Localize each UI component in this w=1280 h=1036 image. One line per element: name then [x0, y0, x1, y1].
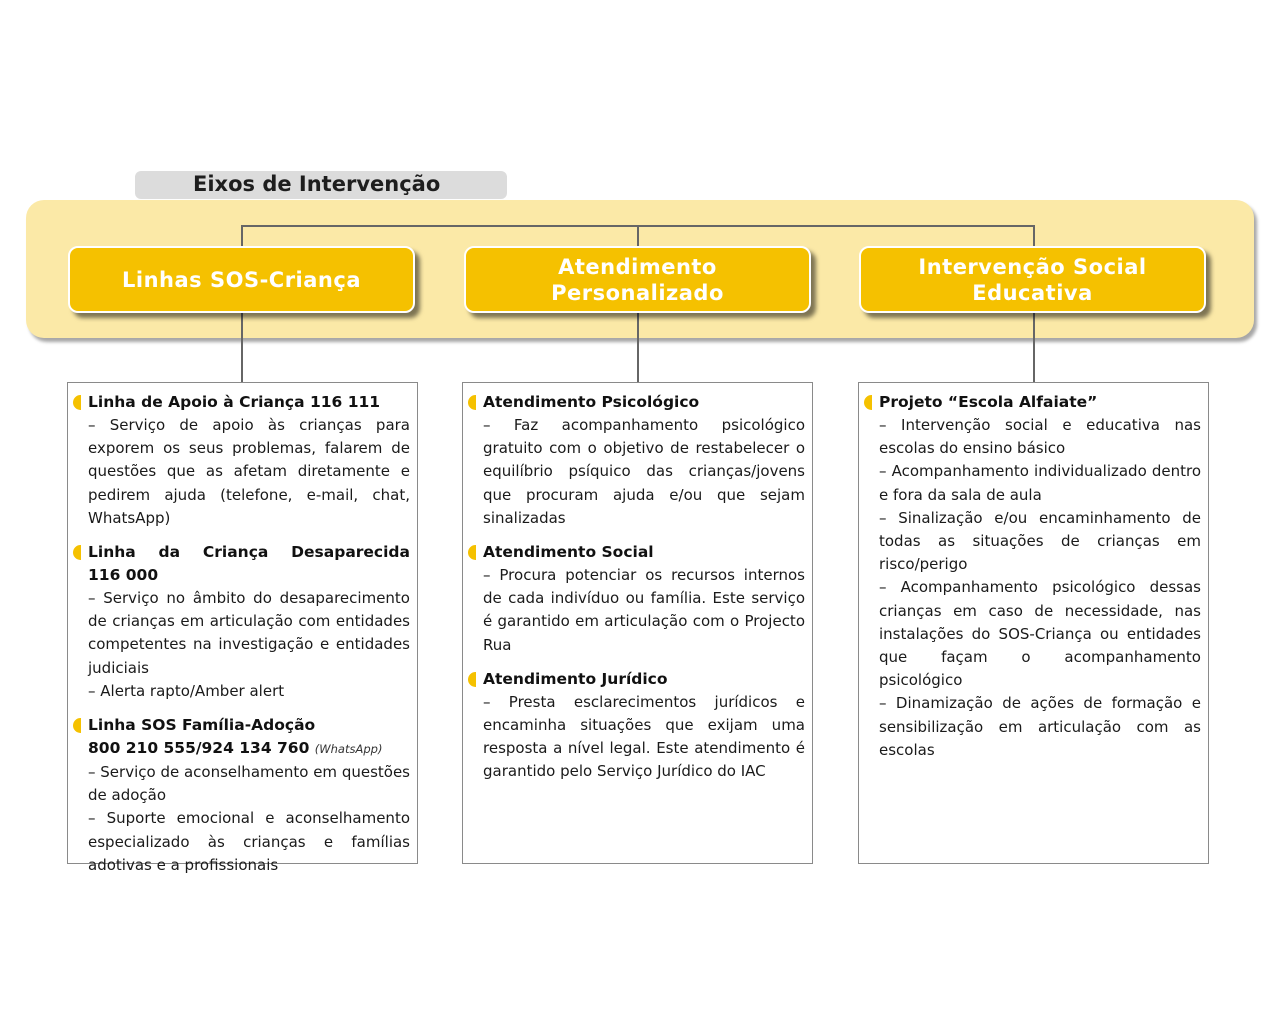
- bullet-icon: [73, 395, 81, 410]
- section-title-number: 800 210 555/924 134 760 (WhatsApp): [88, 739, 383, 758]
- category-atendimento-personalizado: [464, 246, 811, 313]
- diagram-title-pill: [135, 171, 507, 199]
- section-title: Linha SOS Família-Adoção: [88, 714, 410, 737]
- section-item: – Serviço de apoio às crianças para exporem os seus problemas, falarem de questões que as afetam diretamente e pedirem ajuda (telefone, e-mail, chat, WhatsApp): [88, 416, 410, 527]
- section-linha-apoio: [88, 391, 410, 530]
- whatsapp-note: (WhatsApp): [314, 742, 383, 757]
- detail-box-atendimento: [462, 382, 813, 864]
- category-label: Atendimento Personalizado: [551, 254, 724, 305]
- section-title: Linha de Apoio à Criança 116 111: [88, 391, 410, 414]
- bullet-icon: [864, 395, 872, 410]
- category-intervencao-social-educativa: [859, 246, 1206, 313]
- section-atendimento-juridico: [483, 668, 805, 784]
- section-title: Atendimento Psicológico: [483, 391, 805, 414]
- section-item: – Faz acompanhamento psicológico gratuito com o objetivo de restabelecer o equilíbrio psíquico das crianças/jovens que procuram ajuda e/ou que sejam sinalizadas: [483, 416, 805, 527]
- section-title: Atendimento Social: [483, 541, 805, 564]
- connector-right-down: [1033, 312, 1035, 383]
- section-title: Linha da Criança Desaparecida: [88, 541, 410, 564]
- diagram-title: Eixos de Intervenção: [193, 172, 441, 196]
- category-linhas-sos-crianca: [68, 246, 415, 313]
- detail-box-linhas: [67, 382, 418, 874]
- section-item: – Intervenção social e educativa nas escolas do ensino básico: [879, 416, 1201, 458]
- connector-right-up: [1033, 225, 1035, 247]
- section-item: – Sinalização e/ou encaminhamento de todas as situações de crianças em risco/perigo: [879, 508, 1201, 574]
- bullet-icon: [468, 545, 476, 560]
- section-atendimento-psicologico: [483, 391, 805, 530]
- bullet-icon: [73, 718, 81, 733]
- bullet-icon: [73, 545, 81, 560]
- category-label: Intervenção Social Educativa: [918, 254, 1147, 305]
- section-title-number: 116 000: [88, 566, 159, 585]
- section-item: – Acompanhamento psicológico dessas crianças em caso de necessidade, nas instalações do SOS-Criança ou entidades que façam o acompanhamento psicológico: [879, 578, 1201, 690]
- section-title: Atendimento Jurídico: [483, 668, 805, 691]
- section-item: – Presta esclarecimentos jurídicos e encaminha situações que exijam uma resposta a nível legal. Este atendimento é garantido pelo Serviço Jurídico do IAC: [483, 692, 805, 781]
- section-item: – Procura potenciar os recursos internos de cada indivíduo ou família. Este serviço é garantido em articulação com o Projecto Rua: [483, 566, 805, 654]
- section-atendimento-social: [483, 541, 805, 657]
- section-item: – Dinamização de ações de formação e sensibilização em articulação com as escolas: [879, 694, 1201, 759]
- section-projeto-escola-alfaiate: [879, 391, 1201, 762]
- bullet-icon: [468, 672, 476, 687]
- detail-box-intervencao: [858, 382, 1209, 864]
- connector-middle-up: [637, 225, 639, 247]
- section-title: Projeto “Escola Alfaiate”: [879, 391, 1201, 414]
- section-linha-desaparecida: [88, 541, 410, 703]
- connector-middle-down: [637, 312, 639, 383]
- connector-left-up: [241, 225, 243, 247]
- section-item: – Alerta rapto/Amber alert: [88, 681, 285, 700]
- connector-left-down: [241, 312, 243, 383]
- section-item: – Acompanhamento individualizado dentro e fora da sala de aula: [879, 462, 1201, 504]
- bullet-icon: [468, 395, 476, 410]
- category-label: Linhas SOS-Criança: [122, 267, 361, 292]
- section-item: – Serviço no âmbito do desaparecimento de crianças em articulação com entidades competentes na investigação e entidades judiciais: [88, 589, 410, 677]
- section-linha-familia-adocao: [88, 714, 410, 877]
- section-item: – Serviço de aconselhamento em questões de adoção: [88, 763, 410, 805]
- section-item: – Suporte emocional e aconselhamento especializado às crianças e famílias adotivas e a profissionais: [88, 809, 410, 874]
